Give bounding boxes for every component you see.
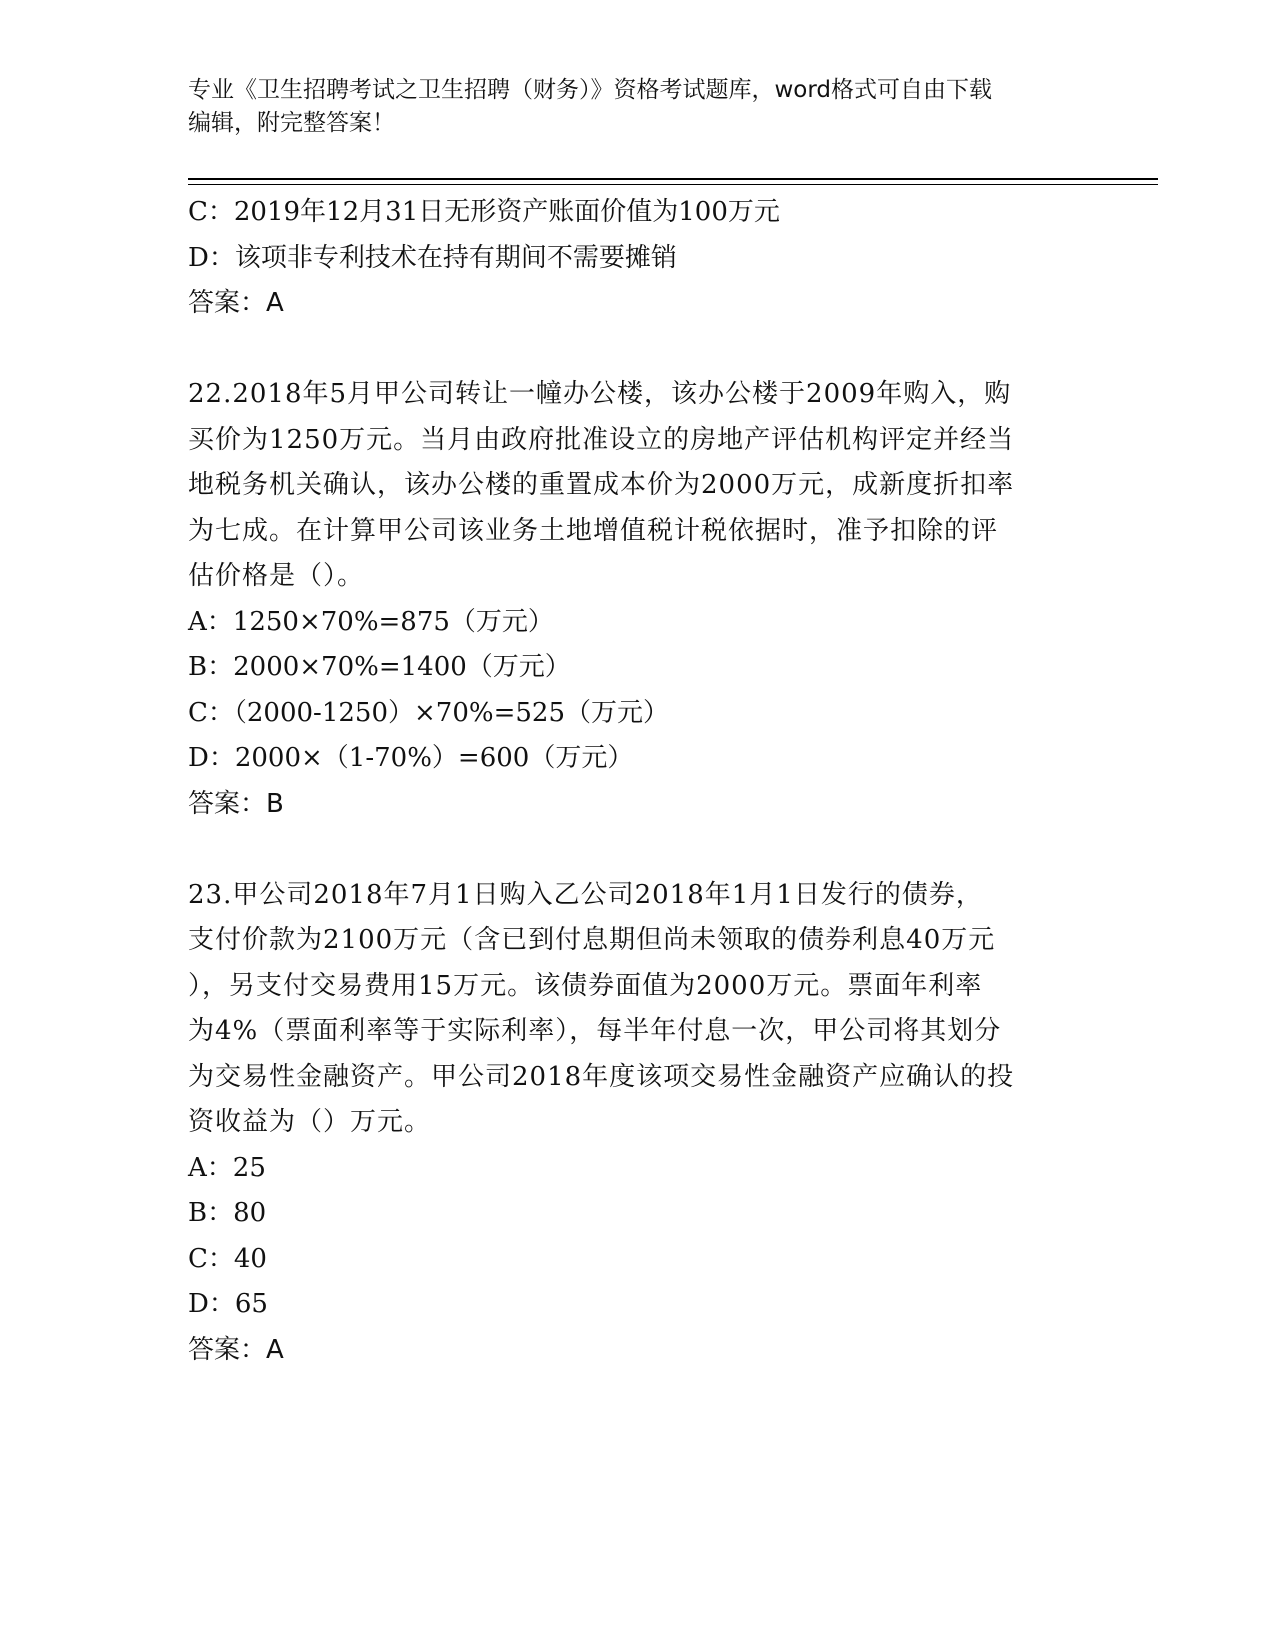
question-stem xyxy=(188,372,1083,600)
option-d: D：该项非专利技术在持有期间不需要摊销 xyxy=(188,242,677,273)
page-header xyxy=(188,74,1068,140)
header-line-2: 编辑，附完整答案！ xyxy=(188,110,395,136)
question-stem xyxy=(188,873,1083,1146)
question-22 xyxy=(188,372,1083,827)
stem-line: 估价格是（）。 xyxy=(188,561,365,591)
stem-line: 支付价款为2100万元（含已到付息期但尚未领取的债券利息40万元 xyxy=(188,925,996,955)
option-c: C：（2000-1250）×70%=525（万元） xyxy=(188,697,670,728)
option-b: B：2000×70%=1400（万元） xyxy=(188,652,571,682)
stem-line: ），另支付交易费用15万元。该债券面值为2000万元。票面年利率 xyxy=(188,970,983,1001)
answer-line: 答案：A xyxy=(188,288,284,318)
stem-line: 22.2018年5月甲公司转让一幢办公楼，该办公楼于2009年购入，购 xyxy=(188,379,1012,409)
answer-line: 答案：A xyxy=(188,1334,284,1365)
stem-line: 地税务机关确认，该办公楼的重置成本价为2000万元，成新度折扣率 xyxy=(188,470,1015,500)
stem-line: 资收益为（）万元。 xyxy=(188,1107,432,1137)
option-d: D：65 xyxy=(188,1289,268,1319)
option-c: C：40 xyxy=(188,1243,267,1274)
header-line-1: 专业《卫生招聘考试之卫生招聘（财务）》资格考试题库，word格式可自由下载 xyxy=(188,77,993,103)
option-d: D：2000×（1-70%）=600（万元） xyxy=(188,743,634,773)
option-a: A：1250×70%=875（万元） xyxy=(188,606,554,637)
answer-line: 答案：B xyxy=(188,788,284,819)
header-rule-thin xyxy=(188,184,1158,185)
stem-line: 为七成。在计算甲公司该业务土地增值税计税依据时，准予扣除的评 xyxy=(188,515,999,546)
stem-line: 买价为1250万元。当月由政府批准设立的房地产评估机构评定并经当 xyxy=(188,424,1015,455)
question-23 xyxy=(188,873,1083,1374)
stem-line: 为交易性金融资产。甲公司2018年度该项交易性金融资产应确认的投 xyxy=(188,1061,1015,1092)
stem-line: 为4%（票面利率等于实际利率），每半年付息一次，甲公司将其划分 xyxy=(188,1016,1002,1046)
option-b: B：80 xyxy=(188,1198,267,1228)
prev-question-tail xyxy=(188,190,1083,327)
option-c: C：2019年12月31日无形资产账面价值为100万元 xyxy=(188,197,780,227)
stem-line: 23.甲公司2018年7月1日购入乙公司2018年1月1日发行的债券， xyxy=(188,879,983,910)
header-rule-thick xyxy=(188,178,1158,180)
question-content xyxy=(188,190,1083,1419)
option-a: A：25 xyxy=(188,1152,266,1183)
